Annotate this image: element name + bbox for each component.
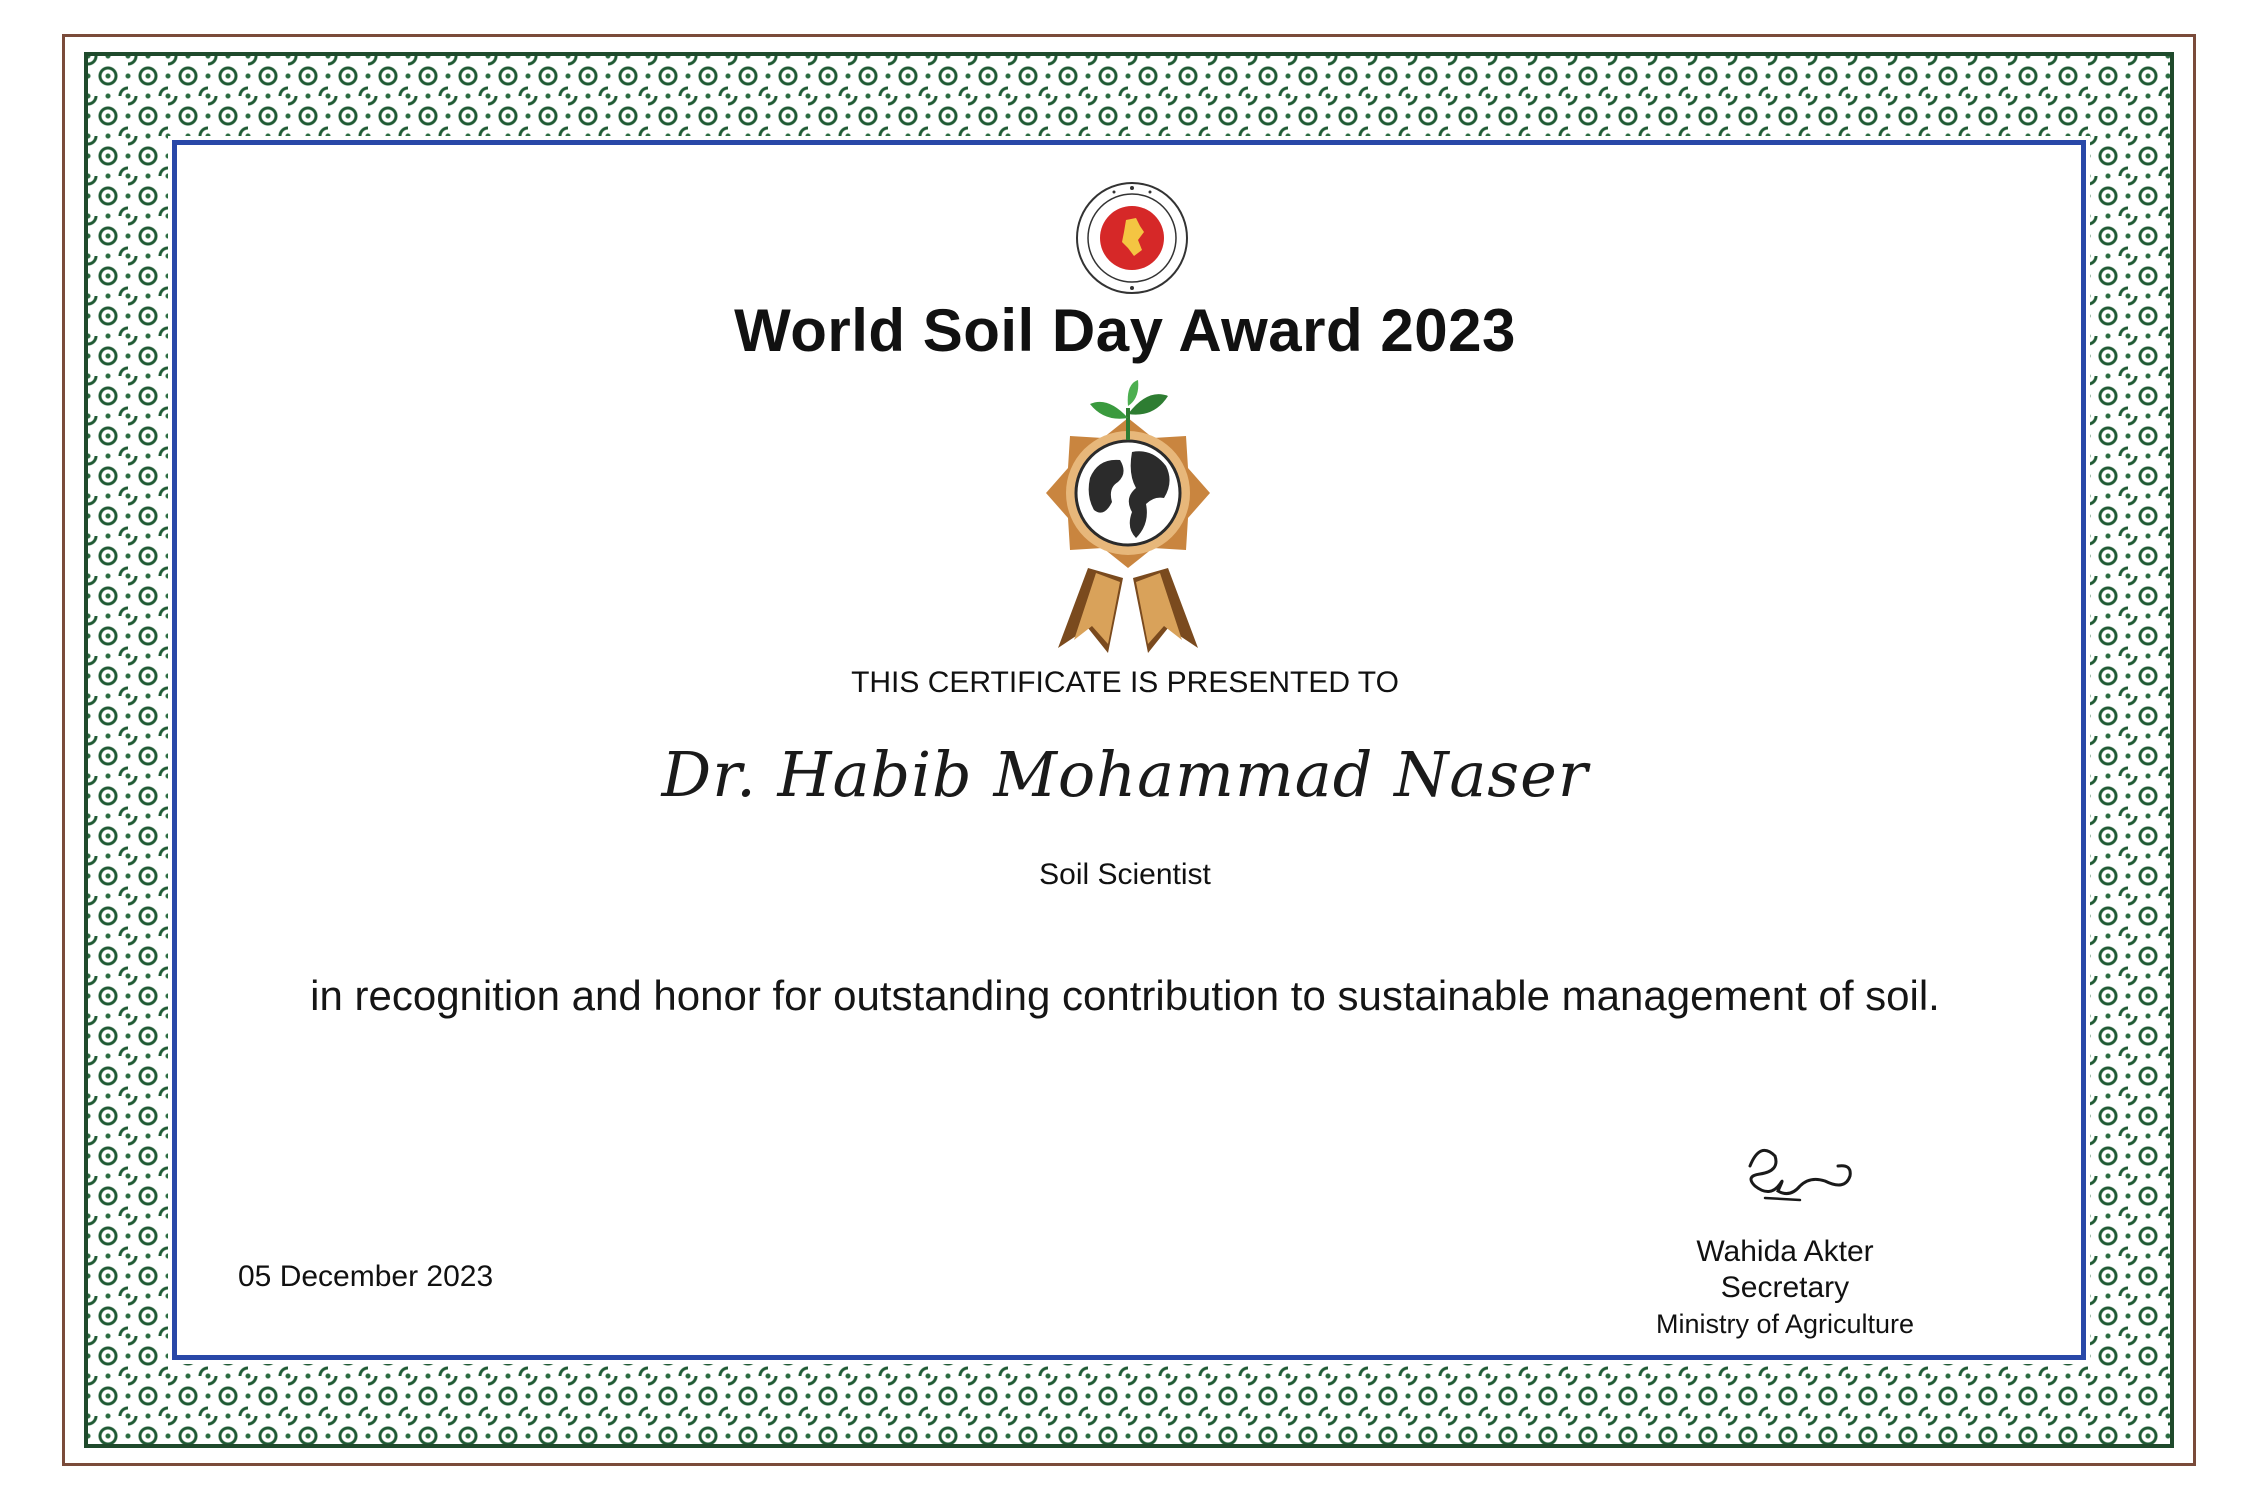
signatory-name: Wahida Akter xyxy=(1696,1235,1874,1268)
signatory-title: Secretary xyxy=(1720,1271,1850,1304)
certificate-title: World Soil Day Award 2023 xyxy=(734,297,1516,364)
globe-seedling-medal-icon xyxy=(1028,378,1228,658)
award-date: 05 December 2023 xyxy=(238,1260,494,1293)
bangladesh-government-seal-icon xyxy=(1074,180,1190,296)
citation-text: in recognition and honor for outstanding contribution to sustainable management of soil. xyxy=(310,972,1940,1019)
handwritten-signature xyxy=(1730,1136,1880,1216)
presented-to-label: THIS CERTIFICATE IS PRESENTED TO xyxy=(851,666,1399,699)
recipient-role: Soil Scientist xyxy=(1039,858,1211,891)
recipient-name: Dr. Habib Mohammad Naser xyxy=(661,738,1589,811)
signatory-block xyxy=(1590,1234,1980,1342)
signatory-organization: Ministry of Agriculture xyxy=(1655,1309,1915,1339)
